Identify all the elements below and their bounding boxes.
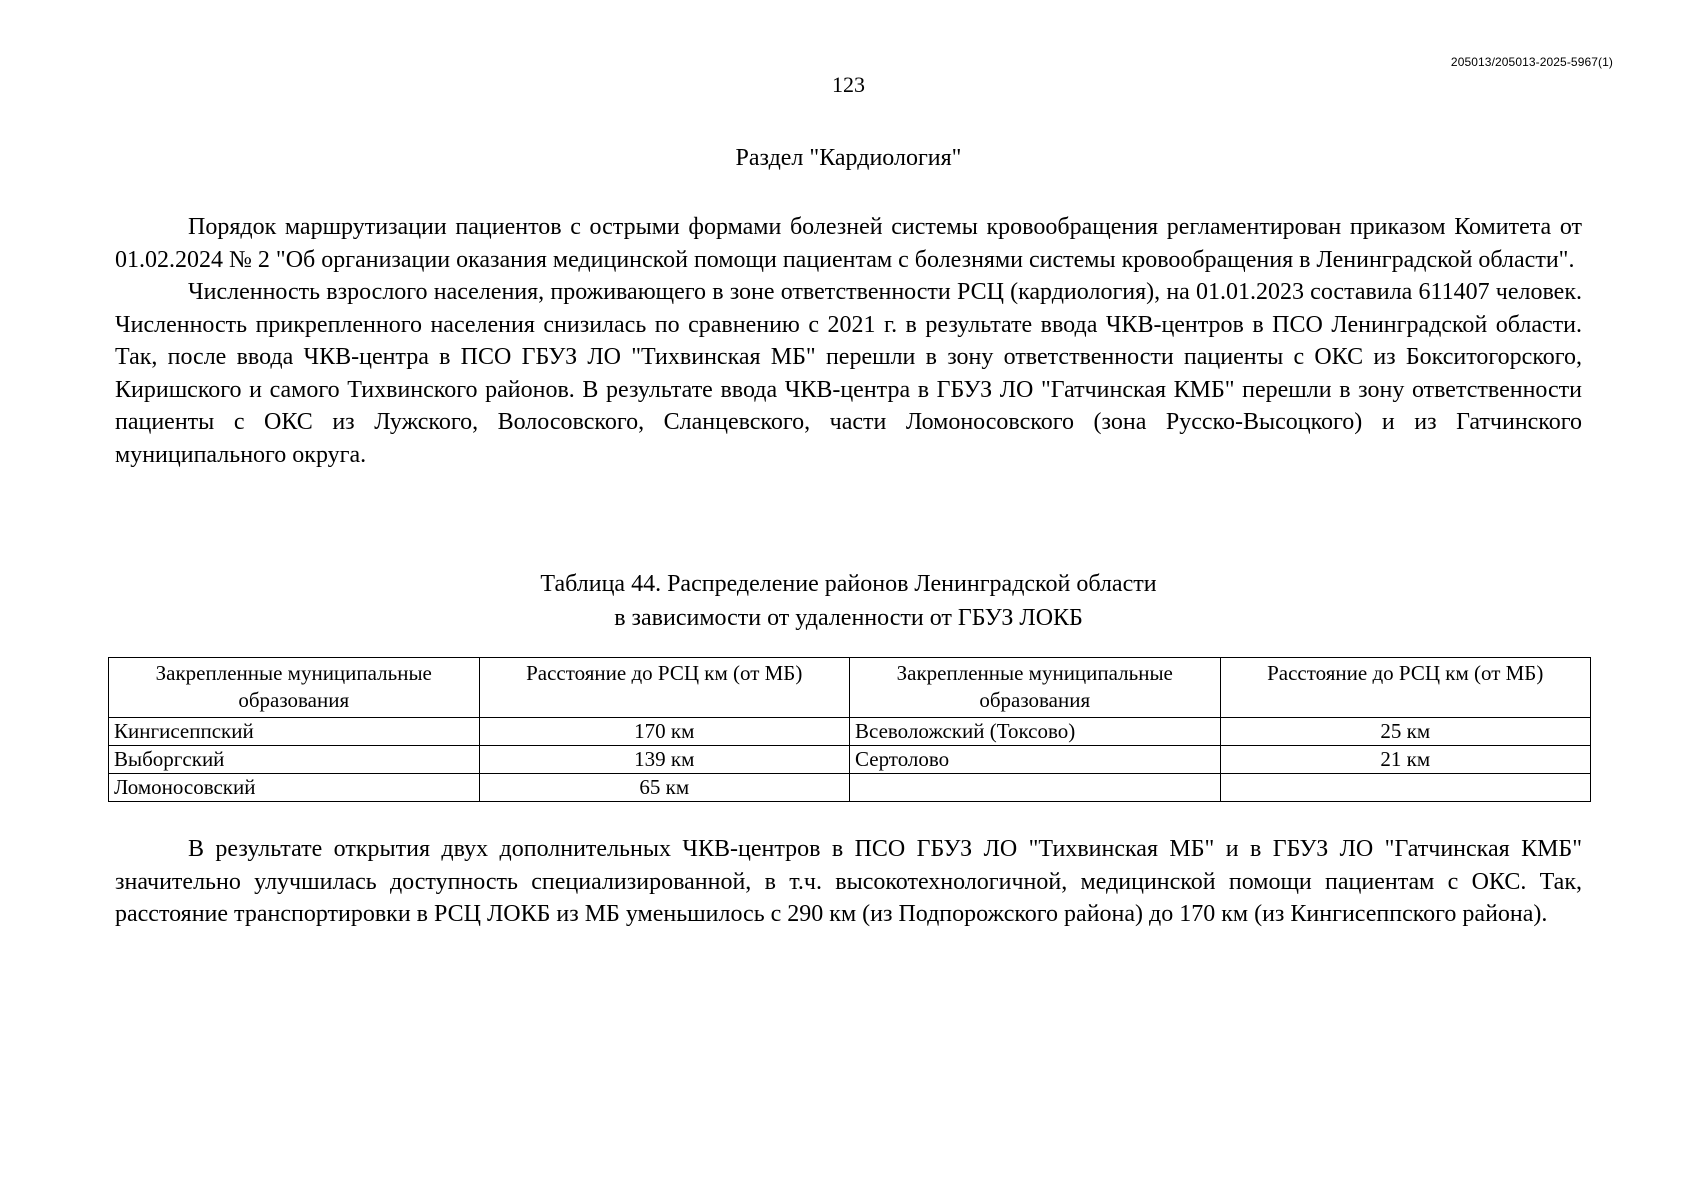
table-cell: 21 км [1220,746,1591,774]
paragraph: Порядок маршрутизации пациентов с острыми формами болезней системы кровообращения регламентирован приказом Комитета от 01.02.2024 № 2 "Об организации оказания медицинской помощи пациентам с болезнями системы кровообращения в Ленинградской области". [115,214,1582,273]
paragraph: В результате открытия двух дополнительных ЧКВ-центров в ПСО ГБУЗ ЛО "Тихвинская МБ" и в ГБУЗ ЛО "Гатчинская КМБ" значительно улучшилась доступность специализированной, в т.ч. высокотехнологичной, медицинской помощи пациентам с ОКС. Так, расстояние транспортировки в РСЦ ЛОКБ из МБ уменьшилось с 290 км (из Подпорожского района) до 170 км (из Кингисеппского района). [115,836,1582,927]
table-cell [1220,774,1591,802]
table-cell: Сертолово [850,746,1221,774]
body-text-top [115,211,1582,471]
body-text-bottom [115,833,1582,931]
table-cell: Выборгский [109,746,480,774]
document-id: 205013/205013-2025-5967(1) [1450,55,1613,69]
table-caption [0,567,1697,635]
table-cell: 139 км [479,746,850,774]
table-cell: Ломоносовский [109,774,480,802]
column-header: Закрепленные муниципальные образования [850,658,1221,718]
section-title: Раздел "Кардиология" [735,145,962,171]
table-cell: 170 км [479,718,850,746]
column-header: Расстояние до РСЦ км (от МБ) [1220,658,1591,718]
paragraph: Численность взрослого населения, проживающего в зоне ответственности РСЦ (кардиология), на 01.01.2023 составила 611407 человек. Численность прикрепленного населения снизилась по сравнению с 2021 г. в результате ввода ЧКВ-центров в ПСО Ленинградской области. Так, после ввода ЧКВ-центра в ПСО ГБУЗ ЛО "Тихвинская МБ" перешли в зону ответственности пациенты с ОКС из Бокситогорского, Киришского и самого Тихвинского районов. В результате ввода ЧКВ-центра в ГБУЗ ЛО "Гатчинская КМБ" перешли в зону ответственности пациенты с ОКС из Лужского, Волосовского, Сланцевского, части Ломоносовского (зона Русско-Высоцкого) и из Гатчинского муниципального округа. [115,279,1582,468]
table-caption-line: в зависимости от удаленности от ГБУЗ ЛОКБ [614,605,1083,631]
table-row [109,718,1591,746]
table-cell: 65 км [479,774,850,802]
table-header-row [109,658,1591,718]
table-caption-line: Таблица 44. Распределение районов Ленинградской области [540,571,1157,597]
table-cell [850,774,1221,802]
table-row [109,774,1591,802]
column-header: Расстояние до РСЦ км (от МБ) [479,658,850,718]
page-number: 123 [832,72,865,97]
table-cell: 25 км [1220,718,1591,746]
table-cell: Всеволожский (Токсово) [850,718,1221,746]
district-distance-table [108,657,1591,802]
table-row [109,746,1591,774]
table-cell: Кингисеппский [109,718,480,746]
column-header: Закрепленные муниципальные образования [109,658,480,718]
